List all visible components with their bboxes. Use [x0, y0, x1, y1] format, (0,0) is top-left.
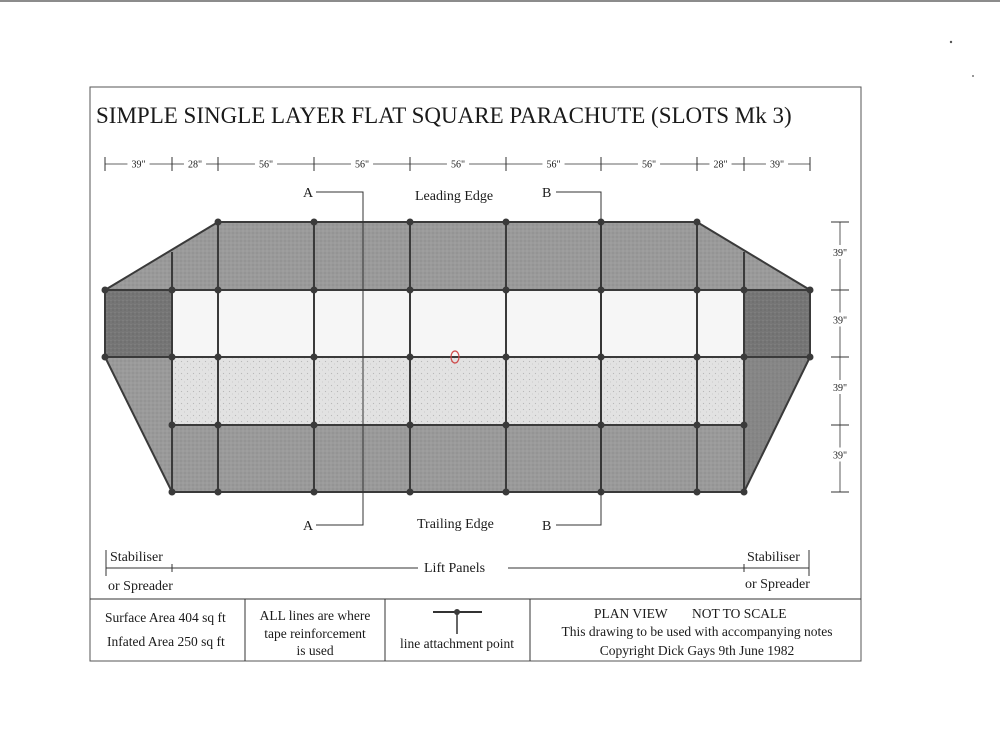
bottom-lift-band [172, 425, 744, 492]
attachment-node [407, 422, 414, 429]
speckled-slot-row [172, 357, 744, 425]
tape-note-line3: is used [296, 643, 333, 658]
side-dim-label: 39" [833, 451, 847, 462]
top-dim-label: 56" [355, 160, 369, 171]
side-dimension-line [829, 222, 851, 492]
not-to-scale-text: NOT TO SCALE [692, 606, 787, 621]
attachment-node [169, 489, 176, 496]
top-dim-label: 39" [131, 160, 145, 171]
attachment-node [311, 354, 318, 361]
top-dim-label: 56" [642, 160, 656, 171]
attachment-node [311, 219, 318, 226]
leading-edge-label: Leading Edge [415, 189, 493, 204]
plan-view-text: PLAN VIEW [594, 606, 668, 621]
top-lift-band [218, 222, 697, 290]
attachment-node [694, 287, 701, 294]
side-dim-label: 39" [833, 316, 847, 327]
trailing-edge-label: Trailing Edge [417, 517, 494, 532]
surface-area-text: Surface Area 404 sq ft [105, 610, 226, 625]
attachment-node [215, 354, 222, 361]
top-dim-label: 56" [259, 160, 273, 171]
attachment-node [311, 422, 318, 429]
section-b-bottom-label: B [542, 519, 551, 534]
left-stabiliser-panel [105, 290, 172, 357]
stabiliser-left-label: Stabiliser [110, 550, 163, 565]
top-dimension-line [105, 157, 810, 171]
copyright-text: Copyright Dick Gays 9th June 1982 [600, 643, 795, 658]
attachment-node [311, 287, 318, 294]
scan-speck [950, 41, 952, 43]
spreader-left-label: or Spreader [108, 579, 173, 594]
attachment-node [694, 489, 701, 496]
side-dim-label: 39" [833, 383, 847, 394]
lift-panels-label: Lift Panels [424, 561, 485, 576]
attachment-node [311, 489, 318, 496]
canopy [102, 219, 814, 496]
tape-note-line1: ALL lines are where [260, 608, 371, 623]
attachment-node [169, 422, 176, 429]
scan-speck [972, 75, 974, 77]
drawing-title: SIMPLE SINGLE LAYER FLAT SQUARE PARACHUTE (SLOTS Mk 3) [96, 103, 792, 128]
notes-text: This drawing to be used with accompanying notes [561, 624, 832, 639]
top-dim-label: 28" [713, 160, 727, 171]
attachment-node [694, 354, 701, 361]
section-a-bottom-label: A [303, 519, 314, 534]
attachment-node [169, 287, 176, 294]
top-dim-label: 56" [451, 160, 465, 171]
attachment-node [407, 219, 414, 226]
attachment-node [741, 354, 748, 361]
section-a-top-label: A [303, 186, 314, 201]
attachment-node [741, 489, 748, 496]
attachment-point-icon [433, 609, 482, 634]
side-dim-label: 39" [833, 248, 847, 259]
attachment-node [215, 287, 222, 294]
top-dim-label: 39" [770, 160, 784, 171]
right-stabiliser-panel [744, 290, 810, 357]
top-dim-label: 28" [188, 160, 202, 171]
attachment-node [694, 422, 701, 429]
attachment-node [407, 354, 414, 361]
section-b-top-label: B [542, 186, 551, 201]
tape-note-line2: tape reinforcement [264, 626, 366, 641]
attachment-node [215, 219, 222, 226]
attachment-node [102, 287, 109, 294]
inflated-area-text: Infated Area 250 sq ft [107, 634, 225, 649]
attachment-node [169, 354, 176, 361]
attachment-point-text: line attachment point [400, 636, 514, 651]
attachment-node [807, 354, 814, 361]
attachment-node [503, 219, 510, 226]
top-dim-label: 56" [546, 160, 560, 171]
attachment-node [503, 287, 510, 294]
attachment-node [503, 489, 510, 496]
attachment-node [407, 489, 414, 496]
attachment-node [215, 489, 222, 496]
open-slot-row [172, 290, 744, 357]
attachment-node [807, 287, 814, 294]
attachment-node [215, 422, 222, 429]
attachment-node [741, 422, 748, 429]
attachment-node [102, 354, 109, 361]
stabiliser-right-label: Stabiliser [747, 550, 800, 565]
attachment-node [503, 354, 510, 361]
attachment-node [741, 287, 748, 294]
attachment-node [407, 287, 414, 294]
spreader-right-label: or Spreader [745, 577, 810, 592]
attachment-node [503, 422, 510, 429]
attachment-node [694, 219, 701, 226]
